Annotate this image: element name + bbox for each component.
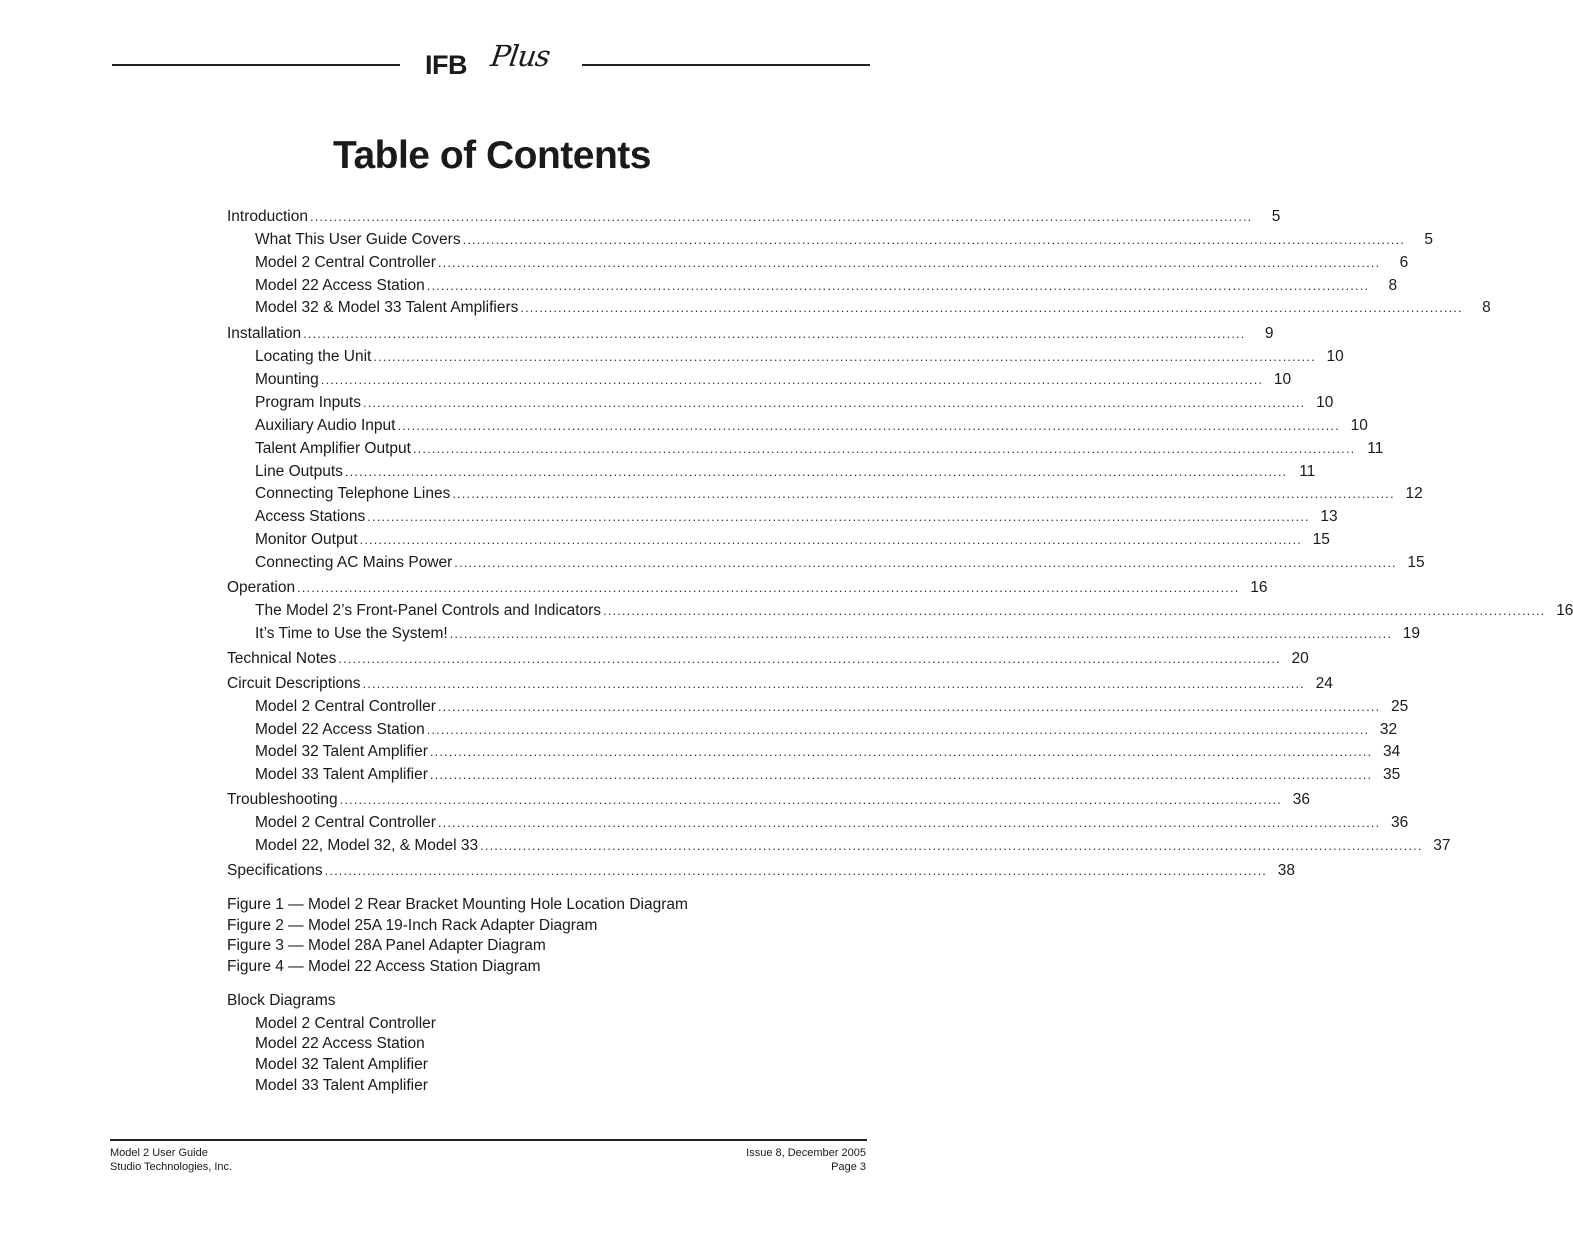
figure-list-item: Figure 1 — Model 2 Rear Bracket Mounting Hole Location Diagram [227,896,688,913]
footer-left [110,1146,232,1174]
figure-list-item: Figure 3 — Model 28A Panel Adapter Diagram [227,937,546,954]
leader-dots: ........................................................................................................................................................................................................ [412,441,1356,456]
footer-doc-title: Model 2 User Guide [110,1147,208,1159]
toc-label: Introduction [227,208,308,225]
leader-dots: ........................................................................................................................................................................................................ [452,486,1395,501]
leader-dots: ........................................................................................................................................................................................................ [454,555,1397,570]
toc-entry [255,764,1401,786]
footer-company: Studio Technologies, Inc. [110,1161,233,1173]
toc-page: 15 [1312,531,1330,548]
leader-dots: ........................................................................................................................................................................................................ [429,744,1373,759]
block-diagram-item: Model 22 Access Station [255,1035,425,1052]
toc-page: 36 [1292,791,1310,808]
toc-label: Auxiliary Audio Input [255,417,396,434]
toc-entry [255,252,1409,274]
toc-page: 16 [1556,602,1573,619]
block-diagrams-heading: Block Diagrams [227,992,336,1009]
toc-page: 10 [1326,348,1344,365]
ifb-plus-logo [425,39,565,82]
toc-page: 35 [1383,766,1401,783]
leader-dots: ........................................................................................................................................................................................................ [397,418,1340,433]
leader-dots: ........................................................................................................................................................................................................ [359,532,1302,547]
logo-main-text: IFB [425,50,467,80]
leader-dots: ........................................................................................................................................................................................................ [449,626,1393,641]
toc-label: The Model 2’s Front-Panel Controls and Indicators [255,602,602,619]
toc-page: 37 [1433,837,1451,854]
leader-dots: ........................................................................................................................................................................................................ [344,464,1288,479]
toc-entry [255,552,1425,574]
toc-entry [255,346,1344,368]
header-rule-left [112,64,400,66]
toc-label: Model 22, Model 32, & Model 33 [255,837,479,854]
block-diagram-item: Model 32 Talent Amplifier [255,1056,428,1073]
toc-page: 6 [1399,254,1409,271]
toc-entry [255,741,1401,763]
leader-dots: ........................................................................................................................................................................................................ [297,580,1240,595]
toc-page: 34 [1383,743,1401,760]
toc-page: 10 [1316,394,1334,411]
toc-label: Model 32 Talent Amplifier [255,743,428,760]
toc-entry [255,461,1316,483]
leader-dots: ........................................................................................................................................................................................................ [320,372,1264,387]
toc-label: Installation [227,325,302,342]
toc-page: 11 [1367,440,1384,457]
footer-rule [110,1139,867,1141]
toc-label: Talent Amplifier Output [255,440,411,457]
toc-entry [255,229,1433,251]
leader-dots: ........................................................................................................................................................................................................ [362,395,1306,410]
toc-label: Model 2 Central Controller [255,698,436,715]
toc-page: 38 [1277,862,1296,879]
toc-label: Connecting AC Mains Power [255,554,453,571]
block-diagram-item: Model 33 Talent Amplifier [255,1077,428,1094]
toc-label: Access Stations [255,508,366,525]
toc-page: 5 [1271,208,1281,225]
toc-page: 36 [1391,814,1409,831]
toc-label: What This User Guide Covers [255,231,461,248]
toc-page: 25 [1391,698,1409,715]
toc-page: 8 [1482,299,1491,316]
toc-label: Model 33 Talent Amplifier [255,766,428,783]
toc-label: It’s Time to Use the System! [255,625,448,642]
toc-page: 32 [1379,721,1398,738]
logo-script-text: Plus [488,39,552,73]
toc-page: 10 [1350,417,1368,434]
toc-page: 16 [1250,579,1268,596]
leader-dots: ........................................................................................................................................................................................................ [362,676,1305,691]
header-rule-right [582,64,870,66]
toc-label: Locating the Unit [255,348,372,365]
block-diagram-item: Model 2 Central Controller [255,1015,436,1032]
leader-dots: ........................................................................................................................................................................................................ [367,509,1310,524]
leader-dots: ........................................................................................................................................................................................................ [310,209,1253,224]
toc-entry [255,600,1573,622]
leader-dots: ........................................................................................................................................................................................................ [437,815,1381,830]
toc-page: 8 [1388,277,1398,294]
leader-dots: ........................................................................................................................................................................................................ [462,232,1405,247]
toc-entry [227,577,1268,599]
toc-label: Operation [227,579,296,596]
toc-label: Mounting [255,371,319,388]
toc-label: Specifications [227,862,323,879]
toc-entry [227,206,1281,228]
toc-entry [227,648,1309,670]
toc-page: 15 [1407,554,1425,571]
toc-label: Connecting Telephone Lines [255,485,451,502]
toc-label: Line Outputs [255,463,343,480]
toc-label: Troubleshooting [227,791,338,808]
toc-label: Model 2 Central Controller [255,254,436,271]
toc-entry [255,392,1334,414]
toc-entry [255,623,1421,645]
leader-dots: ........................................................................................................................................................................................................ [373,349,1316,364]
footer-page-number: Page 3 [831,1161,866,1173]
toc-entry [255,438,1384,460]
toc-page: 9 [1264,325,1274,342]
leader-dots: ........................................................................................................................................................................................................ [324,863,1268,878]
toc-page: 11 [1299,463,1316,480]
leader-dots: ........................................................................................................................................................................................................ [437,255,1381,270]
figure-list-item: Figure 4 — Model 22 Access Station Diagram [227,958,541,975]
toc-entry [255,275,1398,297]
toc-entry [227,789,1310,811]
toc-entry [255,529,1330,551]
toc-entry [255,506,1338,528]
toc-entry [227,860,1296,882]
toc-entry [255,297,1491,319]
toc-entry [255,835,1451,857]
footer-issue: Issue 8, December 2005 [746,1147,866,1159]
footer-right [746,1146,866,1174]
toc-page: 10 [1273,371,1292,388]
toc-page: 24 [1315,675,1333,692]
leader-dots: ........................................................................................................................................................................................................ [426,722,1370,737]
toc-label: Model 32 & Model 33 Talent Amplifiers [255,299,519,316]
leader-dots: ........................................................................................................................................................................................................ [429,767,1373,782]
toc-entry [255,415,1368,437]
toc-label: Monitor Output [255,531,358,548]
toc-entry [255,719,1398,741]
toc-entry [255,696,1409,718]
toc-label: Model 22 Access Station [255,721,425,738]
toc-entry [255,369,1292,391]
toc-label: Technical Notes [227,650,337,667]
toc-label: Program Inputs [255,394,361,411]
toc-page: 19 [1402,625,1421,642]
leader-dots: ........................................................................................................................................................................................................ [603,603,1546,618]
toc-label: Model 2 Central Controller [255,814,436,831]
toc-page: 12 [1405,485,1423,502]
toc-label: Circuit Descriptions [227,675,361,692]
toc-entry [227,323,1274,345]
leader-dots: ........................................................................................................................................................................................................ [520,300,1463,315]
toc-entry [255,812,1409,834]
leader-dots: ........................................................................................................................................................................................................ [339,792,1282,807]
toc-label: Model 22 Access Station [255,277,425,294]
toc-page: 13 [1320,508,1338,525]
leader-dots: ........................................................................................................................................................................................................ [480,838,1423,853]
page-title: Table of Contents [333,134,651,177]
leader-dots: ........................................................................................................................................................................................................ [303,326,1246,341]
toc-page: 20 [1291,650,1309,667]
toc-page: 5 [1424,231,1433,248]
leader-dots: ........................................................................................................................................................................................................ [437,699,1381,714]
toc-entry [227,673,1333,695]
figure-list-item: Figure 2 — Model 25A 19-Inch Rack Adapter Diagram [227,917,598,934]
leader-dots: ........................................................................................................................................................................................................ [338,651,1281,666]
leader-dots: ........................................................................................................................................................................................................ [426,278,1370,293]
toc-entry [255,483,1423,505]
